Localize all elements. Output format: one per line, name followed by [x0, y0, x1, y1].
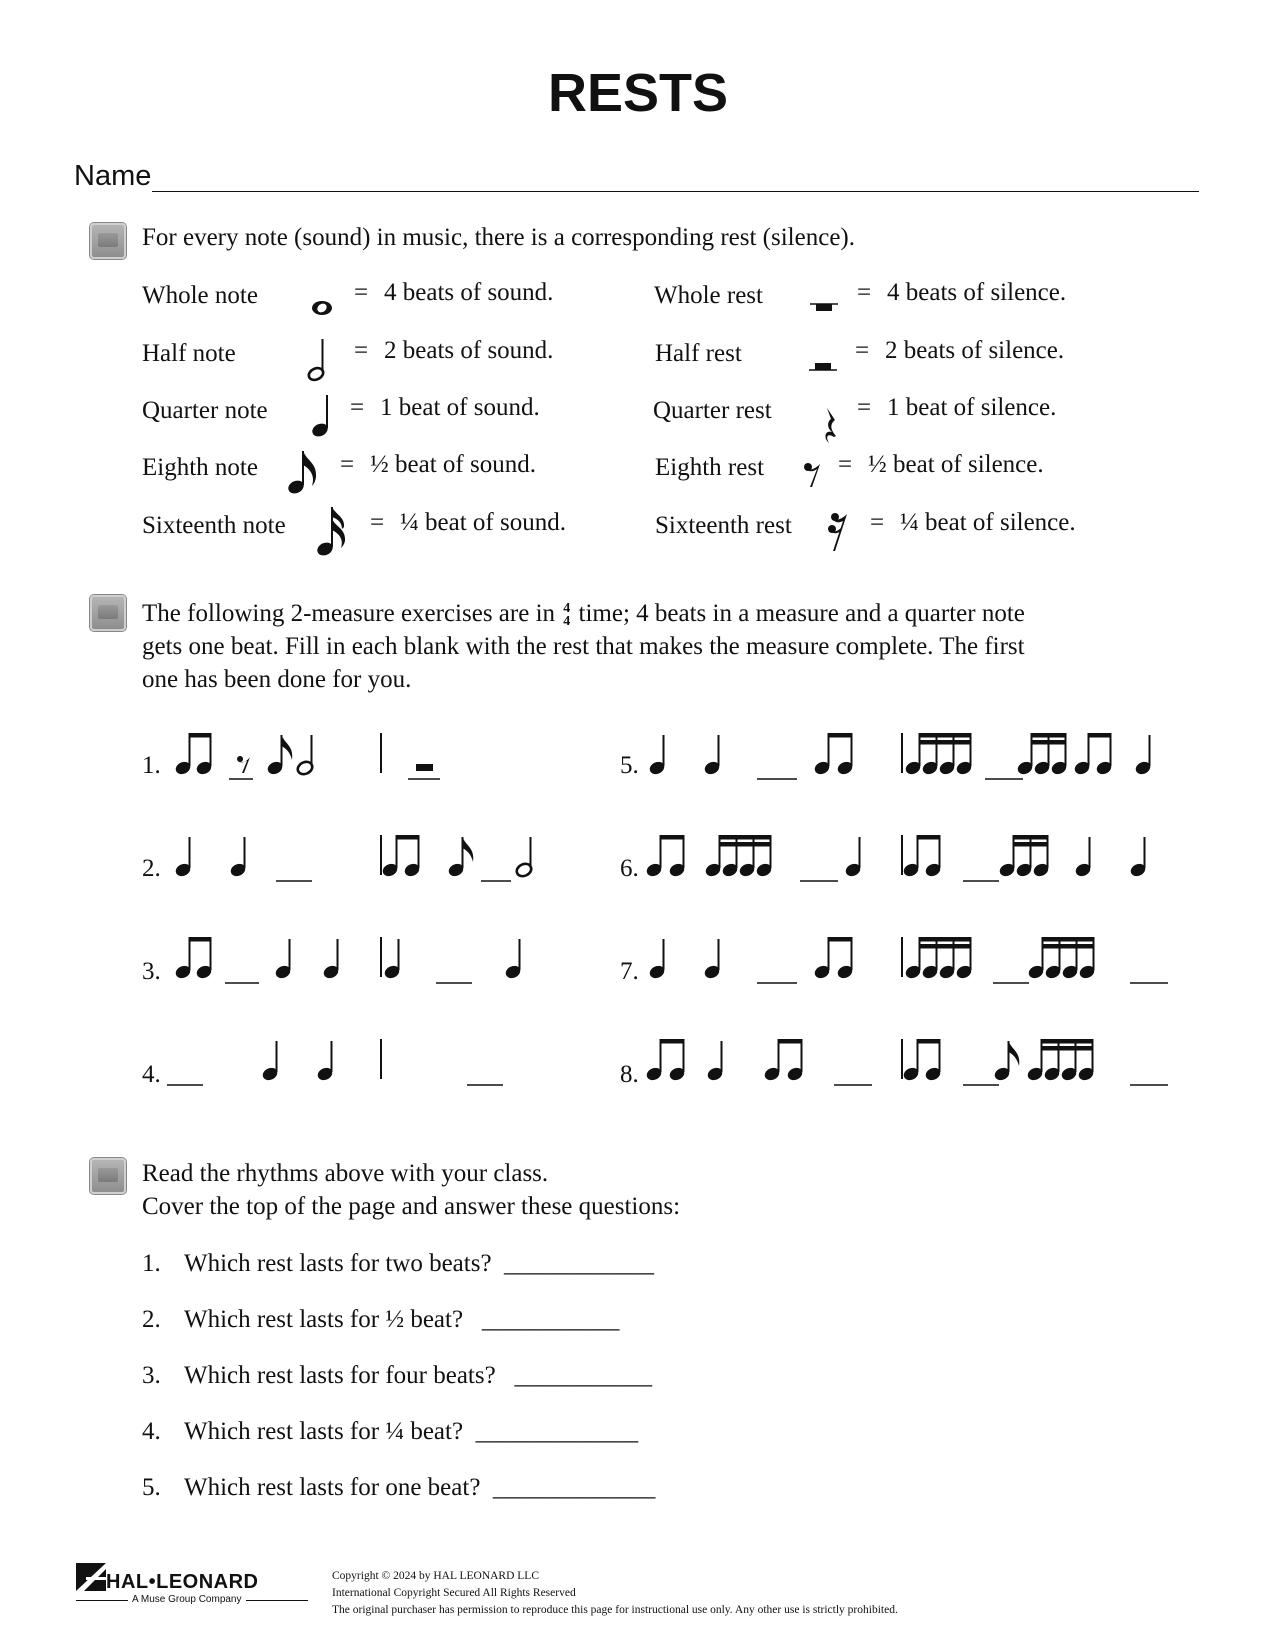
rhythm-exercises	[0, 720, 1276, 1100]
equals-sign: =	[350, 394, 365, 421]
question-number: 2.	[142, 1306, 161, 1333]
beam	[1031, 733, 1067, 738]
section3-line1: Read the rhythms above with your class.	[142, 1160, 549, 1187]
exercise-number-1: 1.	[142, 752, 161, 779]
note-label-sixteenth: Sixteenth note	[142, 512, 286, 539]
beam	[189, 937, 212, 942]
question-text: Which rest lasts for two beats?	[184, 1250, 492, 1277]
answer-blank[interactable]: ____________	[504, 1250, 655, 1277]
whole-rest-icon	[810, 304, 838, 311]
section2-line2: gets one beat. Fill in each blank with the rest that makes the measure complete. The first	[142, 633, 1025, 660]
equals-sign: =	[354, 279, 369, 306]
exercise-number-5: 5.	[620, 752, 639, 779]
beam	[1041, 1039, 1094, 1044]
note-value-quarter: 1 beat of sound.	[380, 394, 540, 421]
flag	[463, 837, 474, 862]
beam	[1042, 944, 1095, 949]
equals-sign: =	[340, 451, 355, 478]
equals-sign: =	[838, 451, 853, 478]
answer-blank[interactable]: _____________	[475, 1418, 639, 1445]
hal-leonard-logo	[76, 1563, 316, 1611]
logo-text: HAL•LEONARD	[106, 1571, 259, 1593]
eighth-rest-icon	[800, 455, 830, 495]
note-value-whole: 4 beats of sound.	[384, 279, 554, 306]
page-title: RESTS	[547, 63, 729, 123]
answer-blank[interactable]: _____________	[492, 1474, 656, 1501]
section3-line2: Cover the top of the page and answer these questions:	[142, 1193, 681, 1220]
name-label: Name	[74, 160, 152, 192]
rest-value-whole: 4 beats of silence.	[887, 279, 1067, 306]
quarter-note-icon	[310, 395, 330, 439]
quarter-rest-icon	[825, 408, 836, 443]
equals-sign: =	[354, 337, 369, 364]
beam	[919, 937, 972, 942]
beam	[1013, 835, 1049, 840]
question-text: Which rest lasts for four beats?	[184, 1362, 496, 1389]
beam	[917, 835, 941, 840]
half-rest-answer	[416, 764, 433, 771]
rest-value-eighth: ½ beat of silence.	[868, 451, 1044, 478]
question-number: 1.	[142, 1250, 161, 1277]
exercise-number-2: 2.	[142, 855, 161, 882]
rest-label-whole: Whole rest	[654, 282, 763, 309]
flag	[1009, 1041, 1020, 1066]
beam	[778, 1039, 803, 1044]
question-3	[142, 1362, 652, 1390]
section2-line3: one has been done for you.	[142, 666, 412, 693]
rest-value-quarter: 1 beat of silence.	[887, 394, 1057, 421]
equals-sign: =	[855, 337, 870, 364]
question-text: Which rest lasts for ½ beat?	[184, 1306, 464, 1333]
exercise-number-8: 8.	[620, 1061, 639, 1088]
section1-checkbox[interactable]	[90, 223, 126, 259]
note-value-eighth: ½ beat of sound.	[370, 451, 536, 478]
answer-blank[interactable]: ___________	[514, 1362, 652, 1389]
name-field[interactable]	[74, 160, 1199, 196]
note-label-quarter: Quarter note	[142, 397, 268, 424]
note-label-half: Half note	[142, 340, 236, 367]
equals-sign: =	[857, 279, 872, 306]
name-line[interactable]	[152, 191, 1199, 192]
eighth-rest-answer	[237, 756, 250, 773]
sixteenth-rest-icon	[825, 509, 855, 559]
beam	[919, 944, 972, 949]
question-1	[142, 1250, 654, 1278]
beam	[396, 835, 420, 840]
rest-value-half: 2 beats of silence.	[885, 337, 1065, 364]
beam	[917, 1039, 941, 1044]
note-value-sixteenth: ¼ beat of sound.	[400, 509, 566, 536]
question-text: Which rest lasts for one beat?	[184, 1474, 481, 1501]
logo-subtitle: A Muse Group Company	[128, 1594, 246, 1605]
equals-sign: =	[370, 509, 385, 536]
copyright-line: Copyright © 2024 by HAL LEONARD LLC	[332, 1570, 539, 1582]
beam	[660, 1039, 685, 1044]
beam	[919, 740, 972, 745]
permission-line: The original purchaser has permission to reproduce this page for instructional use only. Any other use is strictly prohibited.	[332, 1604, 898, 1616]
question-4	[142, 1418, 638, 1446]
question-2	[142, 1306, 619, 1334]
whole-note-icon	[312, 301, 332, 315]
half-rest-icon	[809, 363, 837, 370]
beam	[719, 835, 772, 840]
section2-line1-pre: The following 2-measure exercises are in	[142, 600, 556, 627]
rest-label-quarter: Quarter rest	[653, 397, 772, 424]
note-value-half: 2 beats of sound.	[384, 337, 554, 364]
question-5	[142, 1474, 655, 1502]
section1-intro: For every note (sound) in music, there is a corresponding rest (silence).	[142, 224, 855, 251]
section2-instructions	[142, 597, 1152, 696]
section2-checkbox[interactable]	[90, 595, 126, 631]
rest-label-eighth: Eighth rest	[655, 454, 765, 481]
exercise-number-7: 7.	[620, 958, 639, 985]
exercise-number-3: 3.	[142, 958, 161, 985]
time-signature	[563, 602, 570, 628]
answer-blank[interactable]: ___________	[481, 1306, 620, 1333]
section3-checkbox[interactable]	[90, 1158, 126, 1194]
beam	[719, 842, 772, 847]
question-text: Which rest lasts for ¼ beat?	[184, 1418, 464, 1445]
note-label-whole: Whole note	[142, 282, 258, 309]
beam	[1013, 842, 1049, 847]
question-number: 5.	[142, 1474, 161, 1501]
equals-sign: =	[870, 509, 885, 536]
exercise-number-6: 6.	[620, 855, 639, 882]
time-signature-top: 4	[563, 601, 571, 616]
beam	[828, 937, 853, 942]
beam	[1031, 740, 1067, 745]
rest-value-sixteenth: ¼ beat of silence.	[900, 509, 1076, 536]
rest-label-half: Half rest	[655, 340, 742, 367]
rights-line: International Copyright Secured All Rights Reserved	[332, 1587, 576, 1599]
beam	[828, 733, 853, 738]
flag	[282, 735, 293, 760]
section2-line1-post: time; 4 beats in a measure and a quarter note	[578, 600, 1025, 627]
half-note-icon	[307, 339, 325, 382]
time-signature-bottom: 4	[563, 614, 571, 629]
exercise-number-4: 4.	[142, 1061, 161, 1088]
beam	[1042, 937, 1095, 942]
sixteenth-note-icon	[312, 503, 357, 578]
beam	[660, 835, 685, 840]
note-label-eighth: Eighth note	[142, 454, 258, 481]
beam	[1088, 733, 1112, 738]
question-number: 4.	[142, 1418, 161, 1445]
rest-label-sixteenth: Sixteenth rest	[655, 512, 792, 539]
question-number: 3.	[142, 1362, 161, 1389]
equals-sign: =	[857, 394, 872, 421]
logo-mark-icon	[76, 1563, 106, 1593]
beam	[919, 733, 972, 738]
beam	[189, 733, 212, 738]
beam	[1041, 1046, 1094, 1051]
